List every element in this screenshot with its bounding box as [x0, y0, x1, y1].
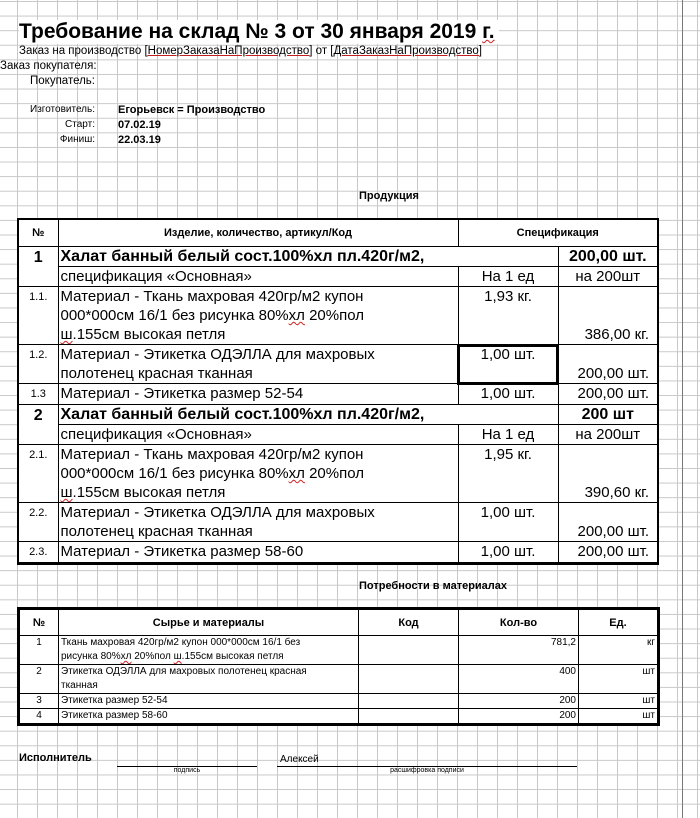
material-total[interactable]: 390,60 кг. — [558, 445, 658, 503]
product-row — [18, 405, 658, 425]
material-line: Материал - Этикетка ОДЭЛЛА для махровых — [60, 346, 375, 363]
need-num[interactable]: 2 — [19, 665, 59, 694]
manufacturer-value: Егорьевск = Производство — [118, 104, 266, 116]
material-line: полотенец красная тканная — [60, 523, 253, 540]
product-qty[interactable]: 200,00 шт. — [558, 247, 658, 267]
material-row — [18, 542, 658, 564]
materials-section-title: Потребности в материалах — [359, 580, 508, 592]
need-line: рисунка 80%хл 20%пол ш.155см высокая петля — [61, 651, 284, 662]
materials-table — [17, 607, 660, 726]
material-per-unit-selected-cell[interactable] — [458, 345, 558, 384]
material-num[interactable]: 1.3 — [18, 384, 58, 405]
material-total[interactable]: 200,00 шт. — [558, 345, 658, 384]
need-qty[interactable]: 781,2 — [459, 636, 579, 665]
header-unit: Ед. — [579, 609, 659, 636]
need-unit[interactable]: шт — [579, 665, 659, 694]
finish-value: 22.03.19 — [118, 134, 161, 146]
material-need-row — [19, 636, 659, 665]
material-num[interactable]: 2.2. — [18, 503, 58, 542]
spec-row — [18, 425, 658, 445]
need-num[interactable]: 1 — [19, 636, 59, 665]
material-per-unit[interactable]: 1,93 кг. — [458, 287, 558, 345]
need-num[interactable]: 4 — [19, 709, 59, 725]
need-qty[interactable]: 200 — [459, 694, 579, 709]
materials-header-row — [19, 609, 659, 636]
need-unit[interactable]: шт — [579, 694, 659, 709]
executor-name[interactable]: Алексей — [280, 754, 319, 765]
material-per-unit[interactable]: 1,00 шт. — [458, 384, 558, 405]
need-qty[interactable]: 400 — [459, 665, 579, 694]
product-name[interactable] — [58, 405, 558, 425]
customer-label: Покупатель: — [30, 75, 95, 87]
product-name[interactable] — [58, 247, 558, 267]
need-line: Этикетка ОДЭЛЛА для махровых полотенец красная — [61, 666, 307, 677]
material-line: ш.155см высокая петля — [60, 484, 226, 501]
product-row — [18, 247, 658, 267]
products-section-title: Продукция — [359, 190, 419, 202]
material-line: Материал - Этикетка ОДЭЛЛА для махровых — [60, 504, 375, 521]
header-code: Код — [359, 609, 459, 636]
material-per-unit[interactable]: 1,00 шт. — [458, 503, 558, 542]
start-label: Старт: — [65, 119, 95, 130]
need-code[interactable] — [359, 665, 459, 694]
header-num: № — [18, 219, 58, 247]
material-row — [18, 503, 658, 542]
product-name-text: Халат банный белый сост.100%хл пл.420г/м2, — [60, 406, 425, 423]
product-num[interactable]: 1 — [18, 247, 58, 287]
material-need-row — [19, 665, 659, 694]
material-num[interactable]: 2.1. — [18, 445, 58, 503]
need-num[interactable]: 3 — [19, 694, 59, 709]
fill-handle[interactable] — [556, 381, 559, 384]
spec-label[interactable]: спецификация «Основная» — [58, 425, 458, 445]
per-unit-label[interactable]: На 1 ед — [458, 267, 558, 287]
material-line: 000*000см 16/1 без рисунка 80%хл 20%пол — [60, 307, 364, 324]
name-caption: расшифровка подписи — [390, 767, 464, 774]
material-row — [18, 384, 658, 405]
executor-label: Исполнитель — [19, 752, 92, 764]
finish-label: Финиш: — [59, 134, 95, 145]
start-value: 07.02.19 — [118, 119, 161, 131]
need-line: тканная — [61, 680, 98, 691]
need-unit[interactable]: кг — [579, 636, 659, 665]
need-name[interactable] — [59, 636, 359, 665]
need-code[interactable] — [359, 636, 459, 665]
need-name[interactable]: Этикетка размер 58-60 — [59, 709, 359, 725]
spec-row — [18, 267, 658, 287]
material-num[interactable]: 1.2. — [18, 345, 58, 384]
page-break-line — [682, 0, 683, 818]
need-name[interactable]: Этикетка размер 52-54 — [59, 694, 359, 709]
manufacturer-label: Изготовитель: — [30, 104, 95, 115]
products-table — [17, 218, 659, 565]
material-line: полотенец красная тканная — [60, 365, 253, 382]
material-per-unit[interactable]: 1,95 кг. — [458, 445, 558, 503]
order-mid: от — [312, 45, 331, 57]
material-need-row — [19, 709, 659, 725]
material-total[interactable]: 386,00 кг. — [558, 287, 658, 345]
material-name[interactable] — [58, 287, 458, 345]
material-total[interactable]: 200,00 шт. — [558, 542, 658, 564]
products-header-row — [18, 219, 658, 247]
header-qty: Кол-во — [459, 609, 579, 636]
material-row — [18, 445, 658, 503]
material-name[interactable] — [58, 503, 458, 542]
need-name[interactable] — [59, 665, 359, 694]
material-name[interactable]: Материал - Этикетка размер 52-54 — [58, 384, 458, 405]
total-label[interactable]: на 200шт — [558, 425, 658, 445]
header-spec: Спецификация — [458, 219, 658, 247]
need-line: Ткань махровая 420гр/м2 купон 000*000см 16/1 без — [61, 637, 301, 648]
order-date-ref: [ДатаЗаказНаПроизводство] — [330, 45, 482, 57]
material-line: Материал - Ткань махровая 420гр/м2 купон — [60, 288, 364, 305]
material-line: ш.155см высокая петля — [60, 326, 226, 343]
product-qty[interactable]: 200 шт — [558, 405, 658, 425]
production-order-line — [19, 45, 482, 57]
title-suffix: г. — [482, 20, 495, 43]
total-label[interactable]: на 200шт — [558, 267, 658, 287]
material-per-unit[interactable]: 1,00 шт. — [458, 542, 558, 564]
selected-cell-value: 1,00 шт. — [480, 346, 536, 363]
material-num[interactable]: 1.1. — [18, 287, 58, 345]
order-prefix: Заказ на производство — [19, 45, 145, 57]
title-text: Требование на склад № 3 от 30 января 2019 — [19, 20, 483, 43]
material-total[interactable]: 200,00 шт. — [558, 503, 658, 542]
material-name[interactable]: Материал - Этикетка размер 58-60 — [58, 542, 458, 564]
spec-label[interactable]: спецификация «Основная» — [58, 267, 458, 287]
material-line: Материал - Ткань махровая 420гр/м2 купон — [60, 446, 364, 463]
customer-order-label: Заказ покупателя: — [0, 60, 97, 72]
header-name: Сырье и материалы — [59, 609, 359, 636]
per-unit-label[interactable]: На 1 ед — [458, 425, 558, 445]
header-num: № — [19, 609, 59, 636]
product-name-text: Халат банный белый сост.100%хл пл.420г/м2, — [60, 248, 425, 265]
need-qty[interactable]: 200 — [459, 709, 579, 725]
document-title — [19, 20, 499, 44]
material-num[interactable]: 2.3. — [18, 542, 58, 564]
need-unit[interactable]: шт — [579, 709, 659, 725]
signature-caption: подпись — [173, 767, 201, 774]
material-line: 000*000см 16/1 без рисунка 80%хл 20%пол — [60, 465, 364, 482]
product-num[interactable]: 2 — [18, 405, 58, 445]
order-number-ref: [НомерЗаказаНаПроизводство] — [144, 45, 313, 57]
header-item: Изделие, количество, артикул/Код — [58, 219, 458, 247]
material-total[interactable]: 200,00 шт. — [558, 384, 658, 405]
need-code[interactable] — [359, 709, 459, 725]
material-row — [18, 345, 658, 384]
material-need-row — [19, 694, 659, 709]
material-row — [18, 287, 658, 345]
material-name[interactable] — [58, 345, 458, 384]
need-code[interactable] — [359, 694, 459, 709]
material-name[interactable] — [58, 445, 458, 503]
